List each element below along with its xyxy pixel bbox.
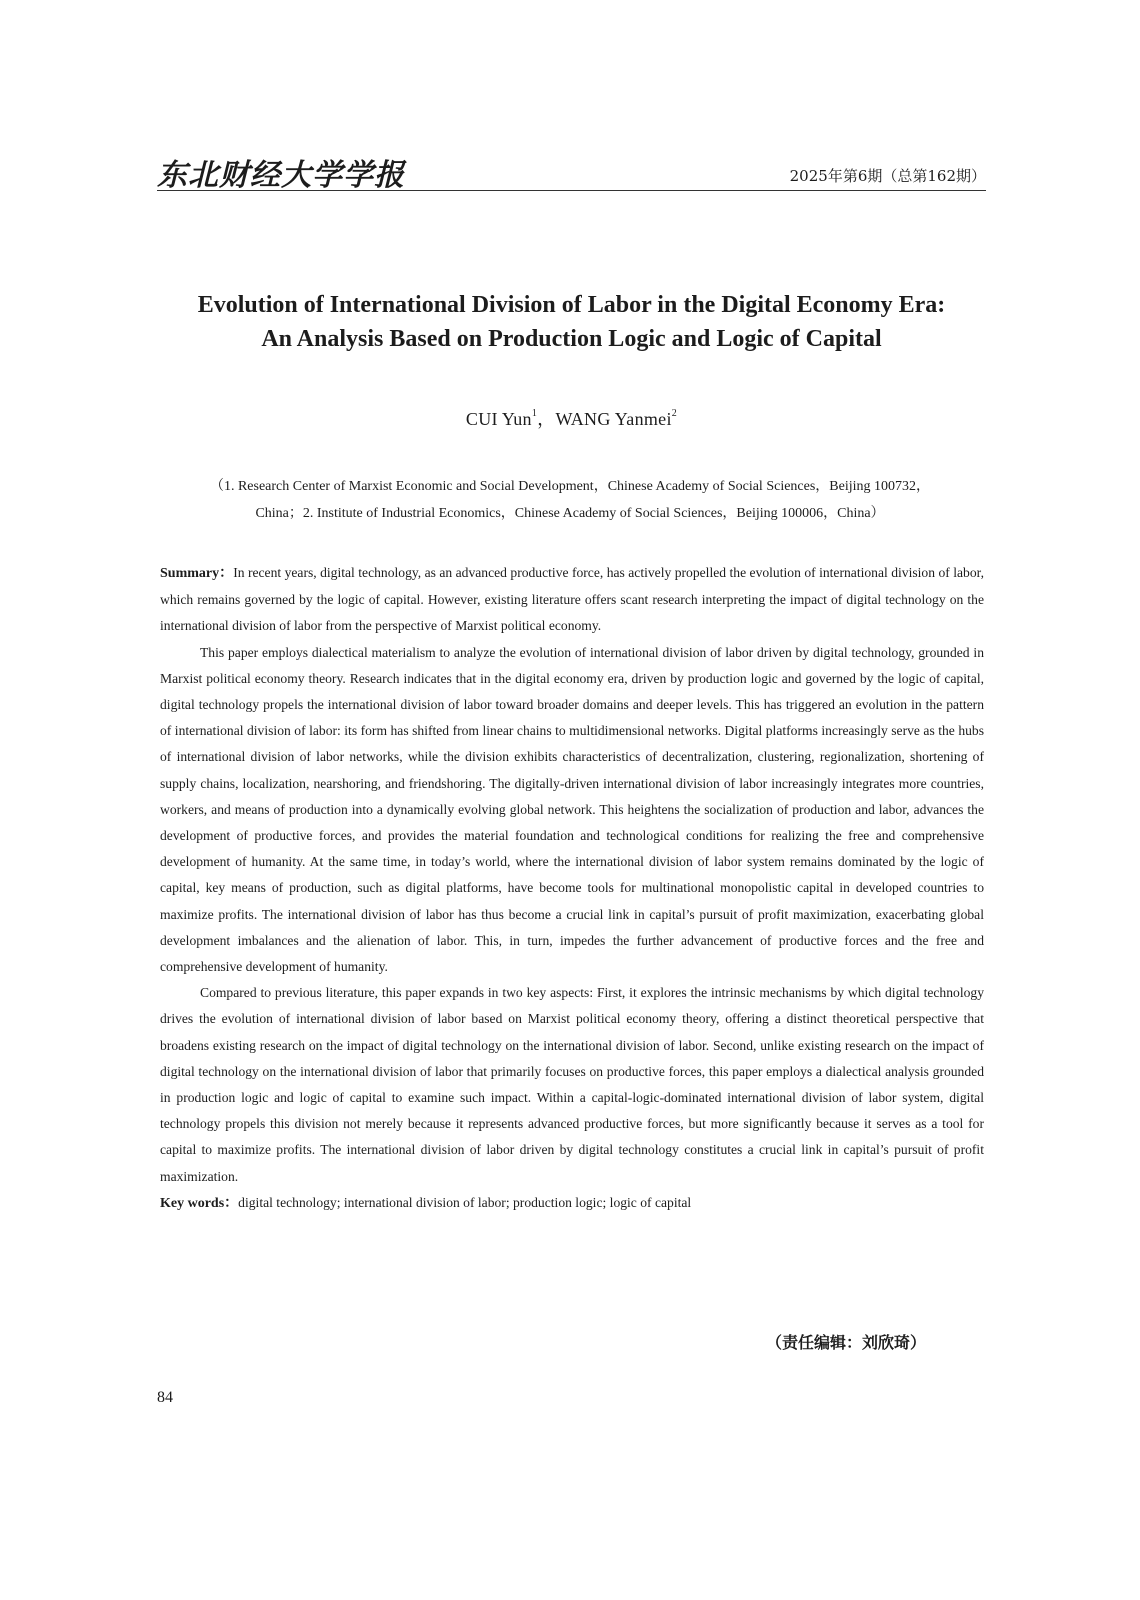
header-rule: [157, 190, 986, 191]
summary-label: Summary：: [160, 566, 234, 581]
author-2: WANG Yanmei: [555, 409, 672, 429]
summary-p1-text: In recent years, digital technology, as an advanced productive force, has actively propelled the evolution of international division of labor, which remains governed by the logic of capital. However, existing literature offers scant research interpreting the impact of digital technology on the international division of labor from the perspective of Marxist political economy.: [160, 565, 984, 634]
affiliation-line-2: China；2. Institute of Industrial Economics，Chinese Academy of Social Sciences，Beijing 100006，China）: [255, 506, 885, 521]
summary-paragraph-1: [160, 560, 984, 640]
keywords-label: Key words：: [160, 1195, 239, 1211]
article-title: [150, 288, 993, 356]
summary-paragraph-2: This paper employs dialectical materialism to analyze the evolution of international division of labor driven by digital technology, grounded in Marxist political economy theory. Research indicates that in the digital economy era, driven by production logic and governed by the logic of capital, digital technology propels the international division of labor toward broader domains and deeper levels. This has triggered an evolution in the pattern of international division of labor: its form has shifted from linear chains to multidimensional networks. Digital platforms increasingly serve as the hubs of international division of labor networks, while the division exhibits characteristics of decentralization, clustering, regionalization, shortening of supply chains, localization, nearshoring, and friendshoring. The digitally-driven international division of labor increasingly integrates more countries, workers, and means of production into a dynamically evolving global network. This heightens the socialization of production and labor, advances the development of productive forces, and provides the material foundation and technological conditions for realizing the free and comprehensive development of humanity. At the same time, in today’s world, where the international division of labor system remains dominated by the logic of capital, key means of production, such as digital platforms, have become tools for multinational monopolistic capital in developed countries to maximize profits. The international division of labor has thus become a crucial link in capital’s pursuit of profit maximization, exacerbating global development imbalances and the alienation of labor. This, in turn, impedes the further advancement of productive forces and the free and comprehensive development of humanity.: [160, 644, 984, 975]
journal-header: [157, 148, 986, 193]
journal-name: 东北财经大学学报: [157, 158, 405, 193]
summary-paragraph-3: Compared to previous literature, this paper expands in two key aspects: First, it explores the intrinsic mechanisms by which digital technology drives the evolution of international division of labor based on Marxist political economy theory, offering a distinct theoretical perspective that broadens existing research on the impact of digital technology on the international division of labor. Second, unlike existing research on the impact of digital technology on the international division of labor that primarily focuses on productive forces, this paper employs a dialectical analysis grounded in production logic and logic of capital to examine such impact. Within a capital-logic-dominated international division of labor system, digital technology propels this division not merely because it represents advanced productive forces, but more significantly because it serves as a tool for capital to maximize profits. The international division of labor driven by digital technology constitutes a crucial link in capital’s pursuit of profit maximization.: [160, 985, 984, 1184]
issue-info: 2025年第6期（总第162期）: [789, 167, 986, 185]
author-separator: ，: [537, 409, 556, 429]
keywords-text: digital technology; international division of labor; production logic; logic of capital: [238, 1194, 692, 1210]
affiliation-line-1: （1. Research Center of Marxist Economic and Social Development，Chinese Academy of Social Sciences，Beijing 100732，: [209, 479, 931, 494]
title-line-2: An Analysis Based on Production Logic and Logic of Capital: [261, 326, 882, 352]
summary-section: [160, 560, 984, 1217]
author-1: CUI Yun: [465, 409, 532, 429]
keywords: [160, 1190, 984, 1217]
page-number: 84: [157, 1389, 173, 1406]
title-line-1: Evolution of International Division of Labor in the Digital Economy Era:: [197, 292, 946, 318]
responsible-editor: （责任编辑：刘欣琦）: [765, 1333, 926, 1352]
author-2-affil-mark: 2: [671, 408, 678, 419]
author-1-affil-mark: 1: [531, 408, 538, 419]
affiliations: [160, 473, 980, 527]
author-list: [150, 405, 993, 431]
